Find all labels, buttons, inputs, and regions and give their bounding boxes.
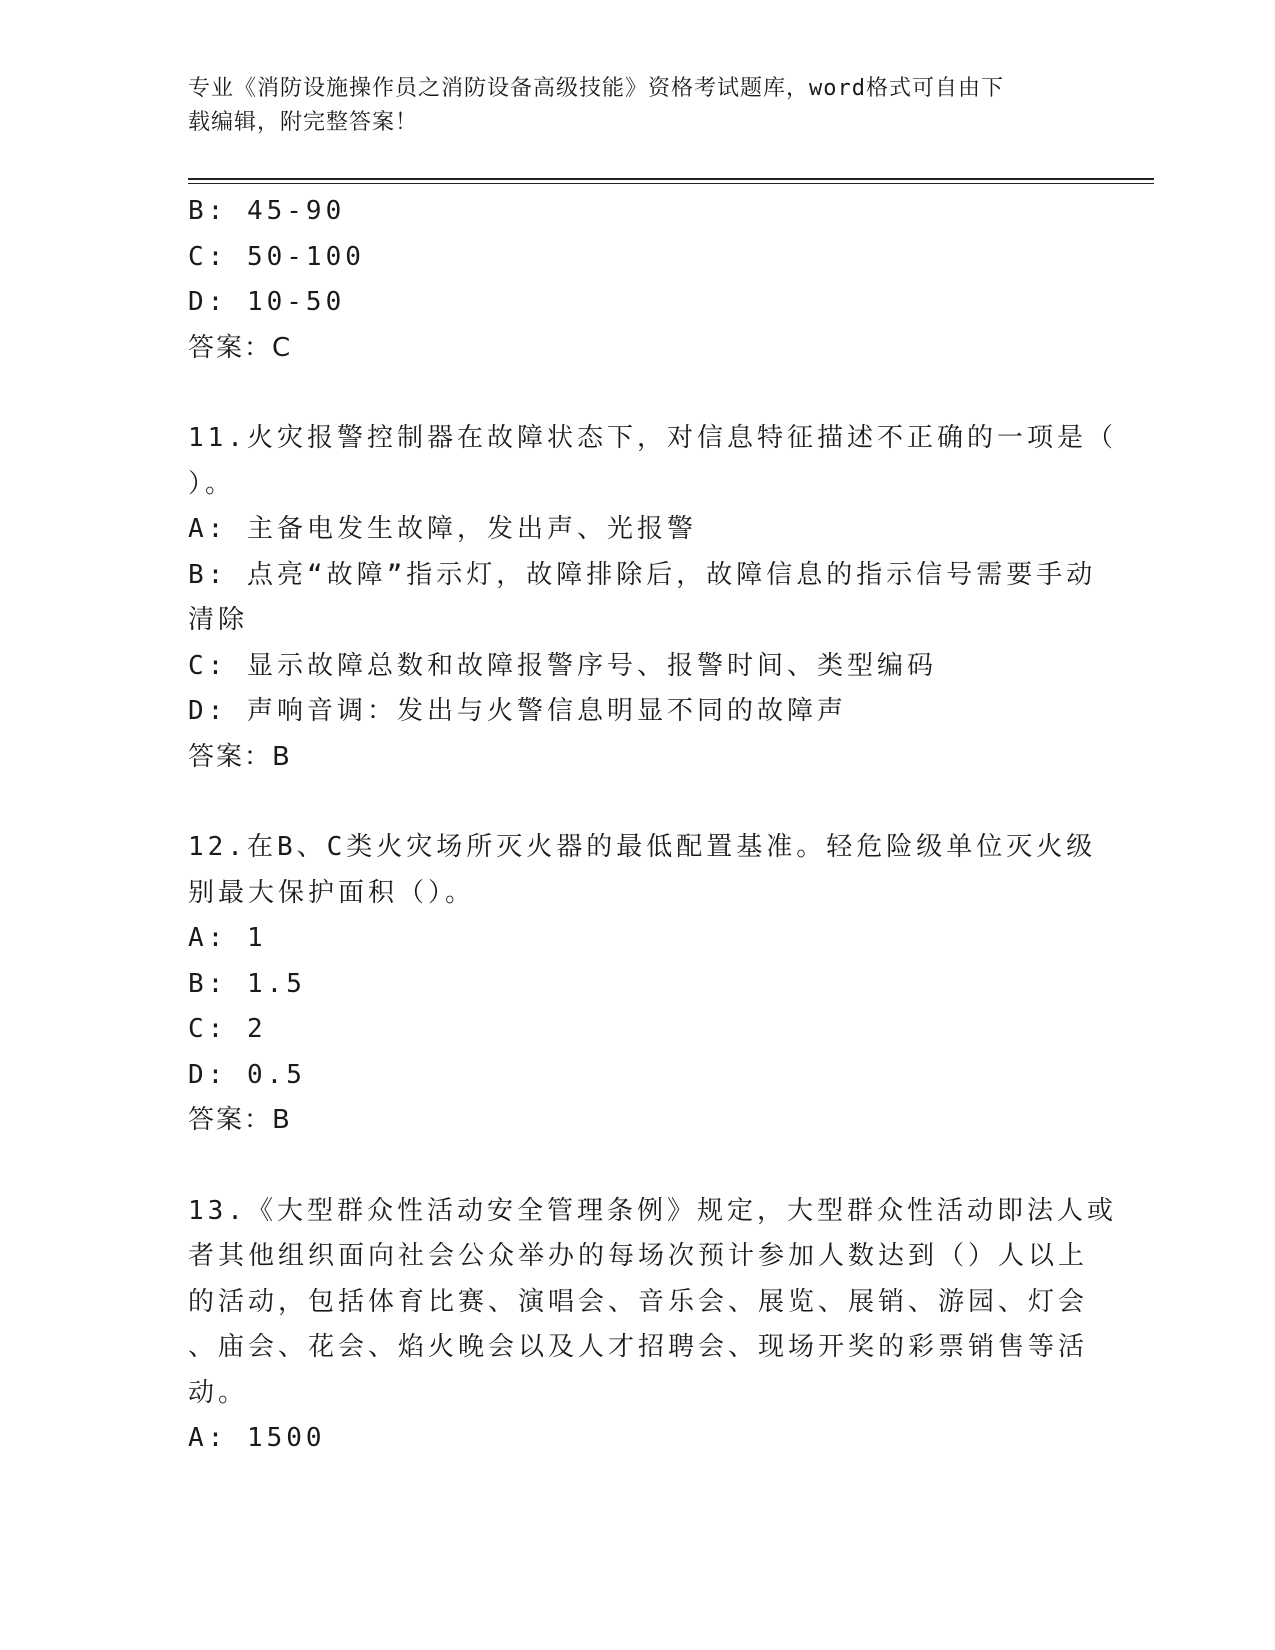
header-divider-thick	[188, 178, 1154, 180]
option-a: A: 主备电发生故障，发出声、光报警	[188, 514, 697, 544]
question-stem-cont: 别最大保护面积（）。	[188, 877, 476, 908]
answer-line: 答案：C	[188, 332, 293, 363]
option-d: D: 0.5	[188, 1059, 306, 1090]
question-stem-cont: 、庙会、花会、焰火晚会以及人才招聘会、现场开奖的彩票销售等活	[188, 1332, 1089, 1362]
document-header	[188, 72, 1068, 140]
question-12	[188, 825, 1097, 1144]
question-stem-cont: 者其他组织面向社会公众举办的每场次预计参加人数达到（）人以上	[188, 1241, 1089, 1271]
question-stem: 13.《大型群众性活动安全管理条例》规定，大型群众性活动即法人或	[188, 1195, 1117, 1226]
option-c: C: 显示故障总数和故障报警序号、报警时间、类型编码	[188, 650, 937, 681]
question-10-tail	[188, 189, 1068, 371]
question-stem: 11.火灾报警控制器在故障状态下，对信息特征描述不正确的一项是（	[188, 423, 1117, 453]
question-stem-cont: ）。	[188, 468, 236, 499]
option-a: A: 1500	[188, 1423, 326, 1453]
question-stem: 12.在B、C类火灾场所灭火器的最低配置基准。轻危险级单位灭火级	[188, 832, 1097, 862]
option-b: B: 45-90	[188, 196, 346, 226]
option-c: C: 2	[188, 1014, 267, 1044]
option-d: D: 声响音调：发出与火警信息明显不同的故障声	[188, 696, 847, 726]
header-divider-thin	[188, 183, 1154, 184]
question-stem-cont: 动。	[188, 1377, 249, 1408]
header-line-2: 载编辑，附完整答案！	[188, 110, 419, 135]
question-11	[188, 416, 1117, 780]
question-content	[188, 189, 1117, 1462]
option-c: C: 50-100	[188, 241, 365, 272]
question-stem-cont: 的活动，包括体育比赛、演唱会、音乐会、展览、展销、游园、灯会	[188, 1286, 1089, 1317]
answer-line: 答案：B	[188, 1105, 292, 1135]
question-13	[188, 1189, 1117, 1462]
option-a: A: 1	[188, 923, 267, 953]
option-b: B: 1.5	[188, 968, 306, 999]
option-b-cont: 清除	[188, 605, 249, 635]
answer-line: 答案：B	[188, 741, 292, 772]
header-line-1: 专业《消防设施操作员之消防设备高级技能》资格考试题库，word格式可自由下	[188, 76, 1004, 101]
option-d: D: 10-50	[188, 287, 346, 317]
option-b: B: 点亮“故障”指示灯，故障排除后，故障信息的指示信号需要手动	[188, 559, 1097, 590]
